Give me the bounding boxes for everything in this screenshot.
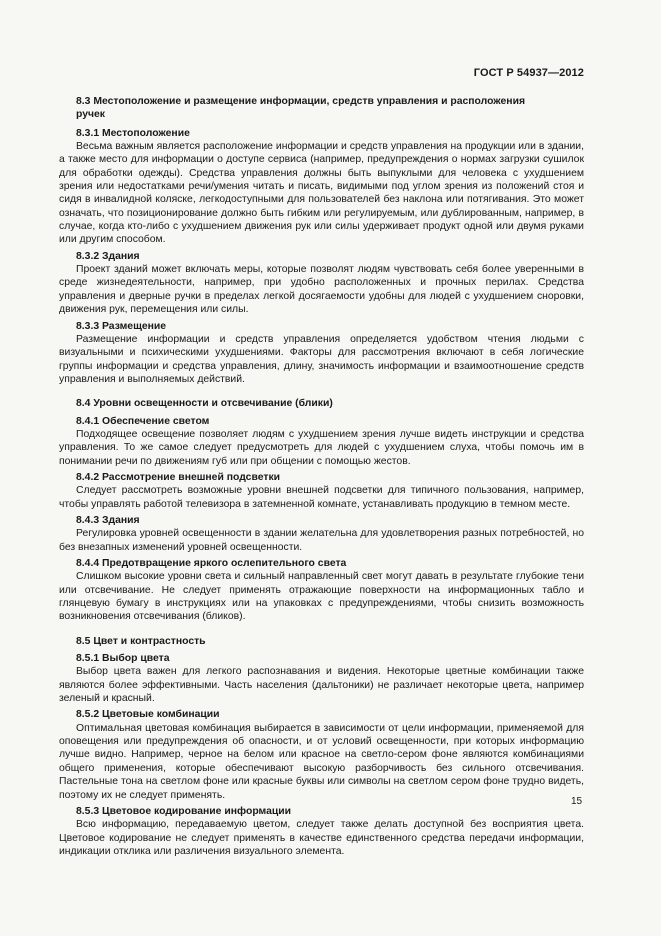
document-header: ГОСТ Р 54937—2012	[473, 67, 584, 79]
section-heading-8-5-1: 8.5.1 Выбор цвета	[76, 653, 170, 665]
paragraph-8-3-1: Весьма важным является расположение информации и средств управления на продукции или в здании, а также место для информации о доступе сервиса (например, предупреждения о нормах загрузки сушилок для обработки одежды). Средства управления должны быть выпуклыми для человека с ухудшением зрения или недостатками речи/умения читать и писать, видимыми под углом зрения из положений стоя и сидя в инвалидной коляске, легкодоступными для пользователей без наклона или потягивания. Это может означать, что позиционирование должно быть гибким или регулируемым, или дублированным, например, в случае, когда кто-либо с ухудшением движения рук или силы удерживает продукт одной или двумя руками или другим способом.	[59, 141, 584, 246]
paragraph-8-4-1: Подходящее освещение позволяет людям с ухудшением зрения лучше видеть инструкции и средства управления. То же самое следует предусмотреть для людей с ухудшением слуха, чтобы помочь им в понимании речи по движениям губ или при общении с помощью жестов.	[59, 428, 584, 467]
section-heading-8-3-cont: ручек	[76, 109, 106, 121]
section-heading-8-4-2: 8.4.2 Рассмотрение внешней подсветки	[76, 471, 281, 483]
section-heading-8-4-4: 8.4.4 Предотвращение яркого ослепительного света	[76, 558, 347, 569]
section-heading-8-4: 8.4 Уровни освещенности и отсвечивание (блики)	[76, 398, 333, 410]
paragraph-8-5-2: Оптимальная цветовая комбинация выбирается в зависимости от цели информации, применяемой для оповещения или предупреждения об опасности, и от условий освещенности, при которых информацию лучше видно. Например, черное на белом или красное на светло-сером фоне являются комбинациями общего применения, которые обеспечивают высокую разборчивость без сильного отсвечивания. Пастельные тона на светлом фоне или красные буквы или символы на светлом сером фоне трудно видеть, поэтому их не следует применять.	[59, 722, 584, 801]
section-heading-8-3-1: 8.3.1 Местоположение	[76, 127, 190, 139]
document-body	[59, 95, 584, 858]
paragraph-8-3-3: Размещение информации и средств управления определяется удобством чтения людьми с визуальными и психическими ухудшениями. Факторы для рассмотрения включают в себя логические группы информации и средства управления, длину, значимость информации и взаимоотношение средств управления и выполняемых действий.	[59, 333, 584, 385]
section-heading-8-4-3: 8.4.3 Здания	[76, 514, 140, 526]
paragraph-8-5-3: Всю информацию, передаваемую цветом, следует также делать доступной без восприятия цвета. Цветовое кодирование не следует применять в качестве единственного средства передачи информации, индикации отклика или различения визуального элемента.	[59, 819, 584, 857]
section-heading-8-5: 8.5 Цвет и контрастность	[76, 635, 206, 647]
paragraph-8-3-2: Проект зданий может включать меры, которые позволят людям чувствовать себя более уверенными в среде жизнедеятельности, например, при удобно расположенных и прочных перилах. Средства управления и дверные ручки в пределах легкой досягаемости удобны для людей с ухудшением сноровки, движения рук, перемещения или силы.	[59, 264, 584, 316]
section-heading-8-5-3: 8.5.3 Цветовое кодирование информации	[76, 805, 292, 817]
section-heading-8-3: 8.3 Местоположение и размещение информации, средств управления и расположения	[76, 96, 526, 107]
page-number: 15	[571, 796, 583, 807]
section-heading-8-3-3: 8.3.3 Размещение	[76, 320, 167, 332]
paragraph-8-5-1: Выбор цвета важен для легкого распознавания и видения. Некоторые цветные комбинации также являются более эффективными. Часть населения (дальтоники) не различает некоторые цвета, например зеленый и красный.	[59, 666, 584, 705]
section-heading-8-3-2: 8.3.2 Здания	[76, 250, 140, 262]
section-heading-8-5-2: 8.5.2 Цветовые комбинации	[76, 709, 220, 721]
paragraph-8-4-3: Регулировка уровней освещенности в здании желательна для удовлетворения разных потребностей, но без внезапных изменений уровней освещенности.	[59, 528, 584, 553]
section-heading-8-4-1: 8.4.1 Обеспечение светом	[76, 415, 210, 427]
paragraph-8-4-4: Слишком высокие уровни света и сильный направленный свет могут давать в результате глубокие тени или отсвечивание. Не следует применять отражающие поверхности на информационных табло и глянцевую бумагу в инструкциях или на упаковках с предупреждениями, чтобы снизить возможность возникновения отсвечивания (бликов).	[59, 571, 584, 623]
paragraph-8-4-2: Следует рассмотреть возможные уровни внешней подсветки для типичного пользования, например, чтобы управлять работой телевизора в затемненной комнате, устанавливать продукцию в темном месте.	[59, 485, 584, 510]
